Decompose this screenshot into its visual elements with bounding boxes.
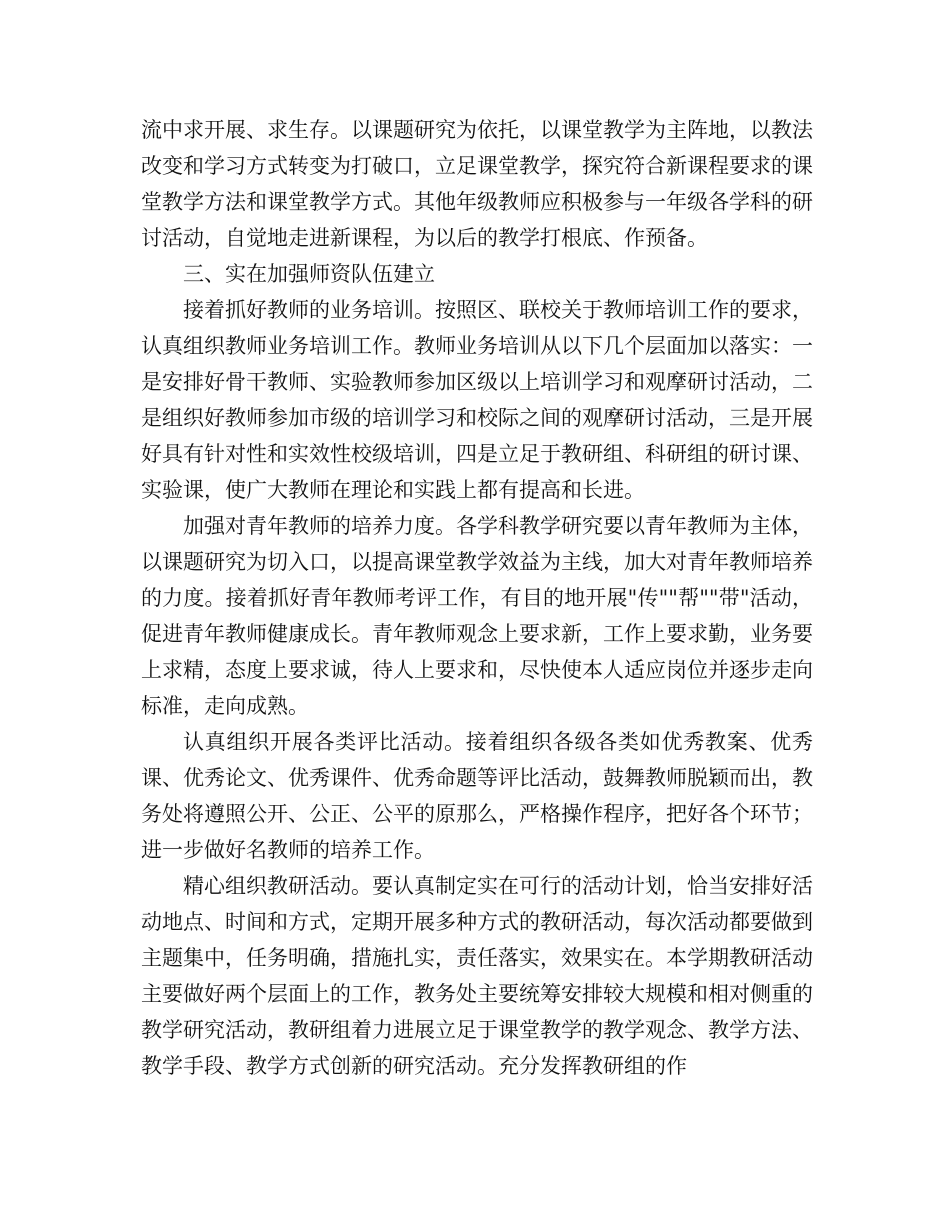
paragraph-competitions: 认真组织开展各类评比活动。接着组织各级各类如优秀教案、优秀课、优秀论文、优秀课件、优秀命题等评比活动，鼓舞教师脱颖而出，教务处将遵照公开、公正、公平的原那么，严格操作程序，把好各个环节；进一步做好名教师的培养工作。 bbox=[141, 730, 813, 862]
paragraph-continuation: 流中求开展、求生存。以课题研究为依托，以课堂教学为主阵地，以教法改变和学习方式转变为打破口，立足课堂教学，探究符合新课程要求的课堂教学方法和课堂教学方式。其他年级教师应积极参与一年级各学科的研讨活动，自觉地走进新课程，为以后的教学打根底、作预备。 bbox=[141, 118, 813, 250]
paragraph-teacher-training: 接着抓好教师的业务培训。按照区、联校关于教师培训工作的要求，认真组织教师业务培训工作。教师业务培训从以下几个层面加以落实：一是安排好骨干教师、实验教师参加区级以上培训学习和观摩研讨活动，二是组织好教师参加市级的培训学习和校际之间的观摩研讨活动，三是开展好具有针对性和实效性校级培训，四是立足于教研组、科研组的研讨课、实验课，使广大教师在理论和实践上都有提高和长进。 bbox=[141, 298, 813, 502]
paragraph-research-activities: 精心组织教研活动。要认真制定实在可行的活动计划，恰当安排好活动地点、时间和方式，定期开展多种方式的教研活动，每次活动都要做到主题集中，任务明确，措施扎实，责任落实，效果实在。本学期教研活动主要做好两个层面上的工作，教务处主要统筹安排较大规模和相对侧重的教学研究活动，教研组着力进展立足于课堂教学的教学观念、教学方法、教学手段、教学方式创新的研究活动。充分发挥教研组的作 bbox=[141, 874, 813, 1078]
section-heading: 三、实在加强师资队伍建立 bbox=[183, 262, 435, 286]
paragraph-young-teachers: 加强对青年教师的培养力度。各学科教学研究要以青年教师为主体，以课题研究为切入口，以提高课堂教学效益为主线，加大对青年教师培养的力度。接着抓好青年教师考评工作，有目的地开展"传""帮""带"活动，促进青年教师健康成长。青年教师观念上要求新，工作上要求勤，业务要上求精，态度上要求诚，待人上要求和，尽快使本人适应岗位并逐步走向标准，走向成熟。 bbox=[141, 514, 813, 718]
document-body bbox=[141, 112, 813, 1084]
